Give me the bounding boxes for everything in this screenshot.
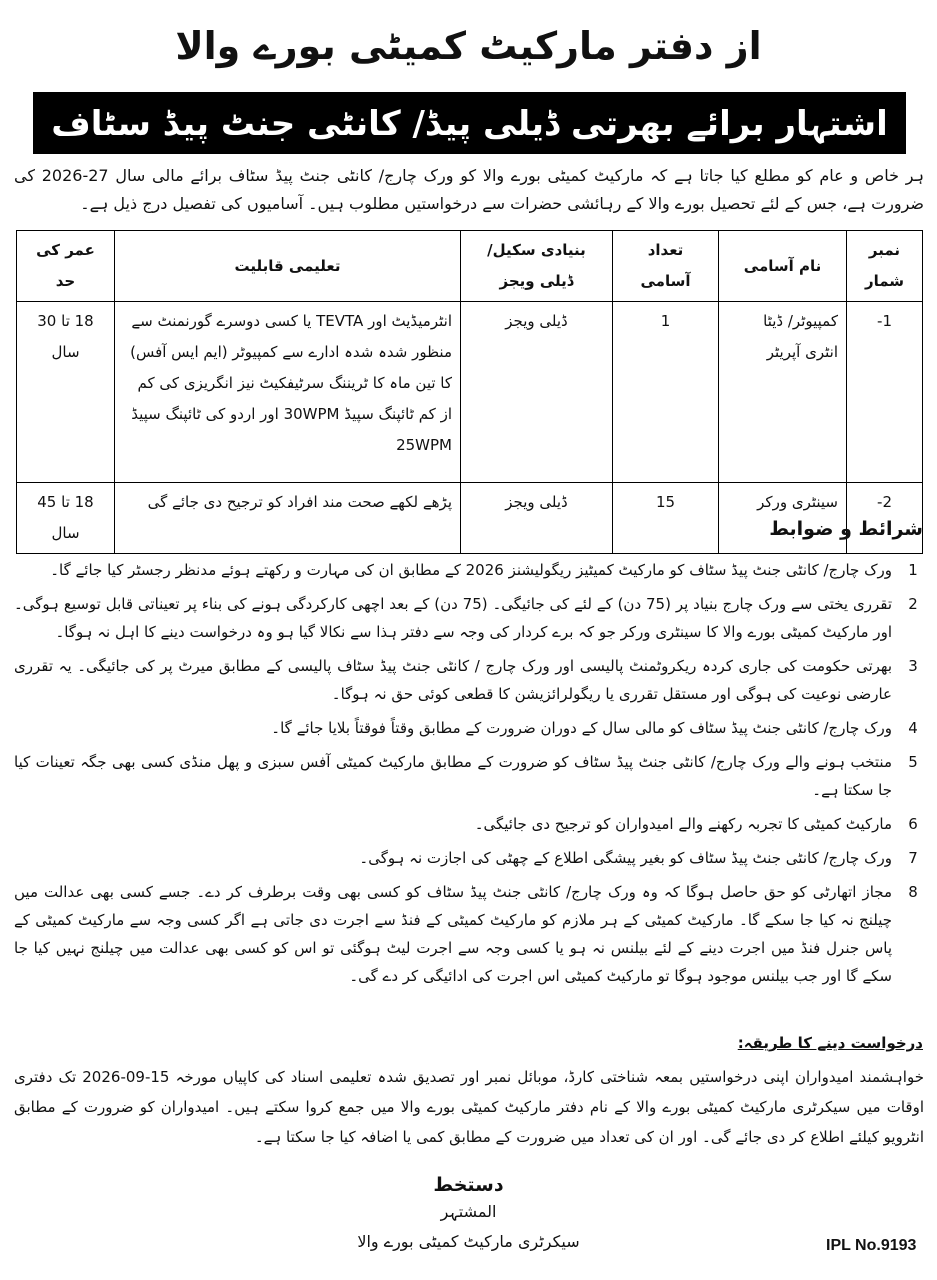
- cell-age: 18 تا 45 سال: [17, 483, 115, 554]
- cell-post: کمپیوٹر/ ڈیٹا انٹری آپریٹر: [719, 302, 847, 483]
- term-number: 3: [908, 657, 918, 675]
- header-serial: نمبر شمار: [847, 231, 923, 302]
- term-number: 7: [908, 849, 918, 867]
- term-number: 8: [908, 883, 918, 901]
- term-number: 2: [908, 595, 918, 613]
- apply-heading: درخواست دینے کا طریقہ:: [737, 1034, 923, 1052]
- term-number: 1: [908, 561, 918, 579]
- term-item: [14, 748, 924, 804]
- cell-count: 15: [613, 483, 719, 554]
- table-header-row: [17, 231, 923, 302]
- term-text: بھرتی حکومت کی جاری کردہ ریکروٹمنٹ پالیسی اور ورک چارج / کانٹی جنٹ پیڈ سٹاف پالیسی کے مطابق میرٹ پر کی جائیگی۔ یہ تقرری عارضی نوعیت کی ہوگی اور مستقل تقرری یا ریگولرائزیشن کا قطعی کوئی حق نہ ہوگا۔: [14, 657, 892, 703]
- cell-age: 18 تا 30 سال: [17, 302, 115, 483]
- header-qualification: تعلیمی قابلیت: [115, 231, 461, 302]
- advertiser-label: المشتہر: [440, 1202, 497, 1221]
- term-text: ورک چارج/ کانٹی جنٹ پیڈ سٹاف کو مالی سال کے دوران ضرورت کے مطابق وقتاً فوقتاً بلایا جائے گا۔: [271, 719, 892, 737]
- term-item: [14, 810, 924, 838]
- cell-qualification: انٹرمیڈیٹ اور TEVTA یا کسی دوسرے گورنمنٹ سے منظور شدہ شدہ ادارے سے کمپیوٹر (ایم ایس آفس) کا تین ماہ کا ٹریننگ سرٹیفکیٹ نیز انگریزی کی کم از کم ٹائپنگ سپیڈ 30WPM اور اردو کی ٹائپنگ سپیڈ 25WPM: [115, 302, 461, 483]
- cell-post: سینٹری ورکر: [719, 483, 847, 554]
- term-text: مارکیٹ کمیٹی کا تجربہ رکھنے والے امیدواران کو ترجیح دی جائیگی۔: [474, 815, 892, 833]
- terms-list: [14, 556, 924, 990]
- advert-title-banner: [33, 92, 906, 154]
- cell-qualification: پڑھے لکھے صحت مند افراد کو ترجیح دی جائے گی: [115, 483, 461, 554]
- term-text: منتخب ہونے والے ورک چارج/ کانٹی جنٹ پیڈ سٹاف کو ضرورت کے مطابق مارکیٹ کمیٹی آفس سبزی و پھل منڈی کسی بھی جگہ تعینات کیا جا سکتا ہے۔: [14, 753, 892, 799]
- cell-count: 1: [613, 302, 719, 483]
- term-text: ورک چارج/ کانٹی جنٹ پیڈ سٹاف کو مارکیٹ کمیٹیز ریگولیشنز 2026 کے مطابق ان کی مہارت و رکھتے ہوئے مدنظر رجسٹر کیا جائے گا۔: [50, 561, 892, 579]
- term-text: ورک چارج/ کانٹی جنٹ پیڈ سٹاف کو بغیر پیشگی اطلاع کے چھٹی کی اجازت نہ ہوگی۔: [359, 849, 892, 867]
- header-age: عمر کی حد: [17, 231, 115, 302]
- apply-paragraph: خواہشمند امیدواران اپنی درخواستیں بمعہ شناختی کارڈ، موبائل نمبر اور تصدیق شدہ تعلیمی اسناد کی کاپیاں مورخہ 15-09-2026 تک دفتری اوقات میں سیکرٹری مارکیٹ کمیٹی بورے والا کے نام دفتر مارکیٹ کمیٹی بورے والا میں جمع کروا سکتے ہیں۔ امیدواران کو ضرورت کے مطابق انٹرویو کیلئے اطلاع کر دی جائے گی۔ اور ان کی تعداد میں ضرورت کے مطابق کمی یا اضافہ کیا جا سکتا ہے۔: [14, 1068, 924, 1146]
- header-count: تعداد آسامی: [613, 231, 719, 302]
- secretary-label: سیکرٹری مارکیٹ کمیٹی بورے والا: [357, 1232, 580, 1251]
- term-item: [14, 652, 924, 708]
- advert-title: اشتہار برائے بھرتی ڈیلی پیڈ/ کانٹی جنٹ پیڈ سٹاف: [51, 103, 888, 144]
- term-item: [14, 714, 924, 742]
- header-scale: بنیادی سکیل/ ڈیلی ویجز: [461, 231, 613, 302]
- term-number: 4: [908, 719, 918, 737]
- cell-serial: 1-: [847, 302, 923, 483]
- header-post: نام آسامی: [719, 231, 847, 302]
- term-item: [14, 878, 924, 990]
- cell-scale: ڈیلی ویجز: [461, 483, 613, 554]
- term-item: [14, 844, 924, 872]
- posts-table: [16, 230, 923, 554]
- cell-serial: 2-: [847, 483, 923, 554]
- term-text: مجاز اتھارٹی کو حق حاصل ہوگا کہ وہ ورک چارج/ کانٹی جنٹ پیڈ سٹاف کو کسی بھی وقت برطرف کر دے۔ جسے کسی بھی عدالت میں چیلنج نہ کیا جا سکے گا۔ مارکیٹ کمیٹی کے ہر ملازم کو مارکیٹ کمیٹی کے فنڈ سے اجرت دی جاتی ہے اگر کسی وجہ سے مارکیٹ کمیٹی کے پاس جنرل فنڈ میں اجرت دینے کے لئے بیلنس نہ ہو یا کسی وجہ سے اجرت لیٹ ہوگئی تو اس کو کسی بھی عدالت میں چیلنج نہیں کیا جا سکے گا اور جب بیلنس موجود ہوگا تو مارکیٹ کمیٹی اس اجرت کی ادائیگی کر دے گی۔: [14, 883, 892, 985]
- signature-title: دستخط: [433, 1174, 504, 1196]
- terms-heading: شرائط و ضوابط: [769, 518, 923, 540]
- term-item: [14, 590, 924, 646]
- intro-paragraph: ہر خاص و عام کو مطلع کیا جاتا ہے کہ مارکیٹ کمیٹی بورے والا کو ورک چارج/ کانٹی جنٹ پیڈ سٹاف برائے مالی سال 27-2026 کی ضرورت ہے، جس کے لئے تحصیل بورے والا کے رہائشی حضرات سے درخواستیں مطلوب ہیں۔ آسامیوں کی تفصیل درج ذیل ہے۔: [14, 166, 924, 213]
- ipl-number: IPL No.9193: [826, 1237, 917, 1254]
- table-row: [17, 302, 923, 483]
- term-number: 5: [908, 753, 918, 771]
- office-title: از دفتر مارکیٹ کمیٹی بورے والا: [175, 24, 762, 68]
- cell-scale: ڈیلی ویجز: [461, 302, 613, 483]
- term-number: 6: [908, 815, 918, 833]
- term-text: تقرری یختی سے ورک چارج بنیاد پر (75 دن) کے لئے کی جائیگی۔ (75 دن) کے بعد اچھی کارکردگی ہونے کی بناء پر تعیناتی قابل توسیع ہوگی۔ اور مارکیٹ کمیٹی بورے والا کا سینٹری ورکر جو کہ برے کردار کی وجہ سے دفتر ہذا سے نکالا گیا ہو وہ درخواست دینے کا اہل نہ ہوگا۔: [14, 595, 893, 641]
- term-item: [14, 556, 924, 584]
